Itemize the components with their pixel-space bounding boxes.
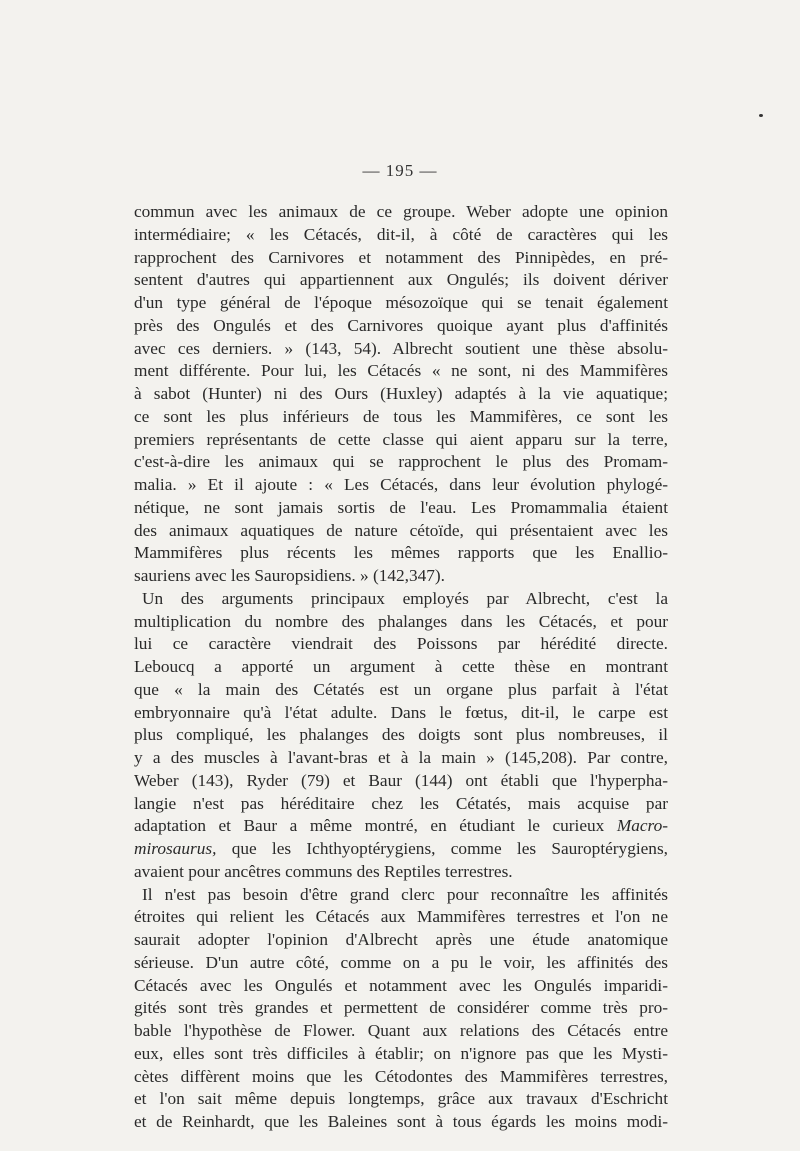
text-fragment: que les Ichthyoptérygiens, comme les Sauroptérygiens, xyxy=(216,839,668,858)
text-line: avec ces derniers. » (143, 54). Albrecht soutient une thèse absolu- xyxy=(134,338,668,358)
text-line: bable l'hypothèse de Flower. Quant aux relations des Cétacés entre xyxy=(134,1021,668,1040)
text-line: Il n'est pas besoin d'être grand clerc pour reconnaître les affinités xyxy=(142,884,668,904)
text-line: Mammifères plus récents les mêmes rapports que les Enallio- xyxy=(134,543,668,563)
text-line: avaient pour ancêtres communs des Reptiles terrestres. xyxy=(134,861,513,881)
text-line: que « la main des Cétatés est un organe plus parfait à l'état xyxy=(134,679,668,699)
text-line xyxy=(134,815,668,838)
text-line: Weber (143), Ryder (79) et Baur (144) ont établi que l'hyperpha- xyxy=(134,770,668,790)
text-line: rapprochent des Carnivores et notamment des Pinnipèdes, en pré- xyxy=(134,247,668,267)
text-line: à sabot (Hunter) ni des Ours (Huxley) adaptés à la vie aquatique; xyxy=(134,384,668,403)
ink-speck xyxy=(759,114,763,117)
text-line: saurait adopter l'opinion d'Albrecht après une étude anatomique xyxy=(134,930,668,949)
text-line: gités sont très grandes et permettent de considérer comme très pro- xyxy=(134,998,668,1018)
text-line: étroites qui relient les Cétacés aux Mammifères terrestres et l'on ne xyxy=(134,907,668,927)
text-line: commun avec les animaux de ce groupe. Weber adopte une opinion xyxy=(134,202,668,221)
text-line: ment différente. Pour lui, les Cétacés « ne sont, ni des Mammifères xyxy=(134,361,668,381)
text-line: Cétacés avec les Ongulés et notamment avec les Ongulés imparidi- xyxy=(134,975,668,995)
species-name: mirosaurus, xyxy=(134,839,217,858)
text-line: intermédiaire; « les Cétacés, dit-il, à côté de caractères qui les xyxy=(134,224,668,244)
text-line: et de Reinhardt, que les Baleines sont à tous égards les moins modi- xyxy=(134,1112,668,1131)
text-line: ce sont les plus inférieurs de tous les Mammifères, ce sont les xyxy=(134,406,668,426)
text-line: c'est-à-dire les animaux qui se rapprochent le plus des Promam- xyxy=(134,452,668,472)
text-line: et l'on sait même depuis longtemps, grâce aux travaux d'Eschricht xyxy=(134,1089,668,1109)
text-line: lui ce caractère viendrait des Poissons par hérédité directe. xyxy=(134,634,668,654)
body-text xyxy=(134,201,668,1134)
text-line: sauriens avec les Sauropsidiens. » (142,347). xyxy=(134,566,445,585)
text-line: malia. » Et il ajoute : « Les Cétacés, dans leur évolution phylogé- xyxy=(134,475,668,494)
text-line: embryonnaire qu'à l'état adulte. Dans le fœtus, dit-il, le carpe est xyxy=(134,702,668,722)
text-line: sentent d'autres qui appartiennent aux Ongulés; ils doivent dériver xyxy=(134,270,668,290)
text-line: multiplication du nombre des phalanges dans les Cétacés, et pour xyxy=(134,611,668,631)
text-line: eux, elles sont très difficiles à établir; on n'ignore pas que les Mysti- xyxy=(134,1043,668,1063)
text-line: Un des arguments principaux employés par Albrecht, c'est la xyxy=(142,588,668,608)
text-line: d'un type général de l'époque mésozoïque qui se tenait également xyxy=(134,293,668,312)
text-line: y a des muscles à l'avant-bras et à la main » (145,208). Par contre, xyxy=(134,748,668,767)
text-line: cètes diffèrent moins que les Cétodontes des Mammifères terrestres, xyxy=(134,1066,668,1086)
text-line: nétique, ne sont jamais sortis de l'eau. Les Promammalia étaient xyxy=(134,497,668,517)
text-line: Leboucq a apporté un argument à cette thèse en montrant xyxy=(134,657,668,676)
page-number: — 195 — xyxy=(362,161,438,180)
text-line: langie n'est pas héréditaire chez les Cétatés, mais acquise par xyxy=(134,793,668,813)
text-line: sérieuse. D'un autre côté, comme on a pu le voir, les affinités des xyxy=(134,952,668,972)
text-line xyxy=(134,838,668,861)
text-fragment: adaptation et Baur a même montré, en étudiant le curieux xyxy=(134,816,605,836)
text-line: plus compliqué, les phalanges des doigts sont plus nombreuses, il xyxy=(134,725,668,745)
text-line: des animaux aquatiques de nature cétoïde, qui présentaient avec les xyxy=(134,520,668,540)
text-line: premiers représentants de cette classe qui aient apparu sur la terre, xyxy=(134,429,668,449)
species-name: Macro- xyxy=(616,816,669,836)
text-line: près des Ongulés et des Carnivores quoique ayant plus d'affinités xyxy=(134,315,668,335)
